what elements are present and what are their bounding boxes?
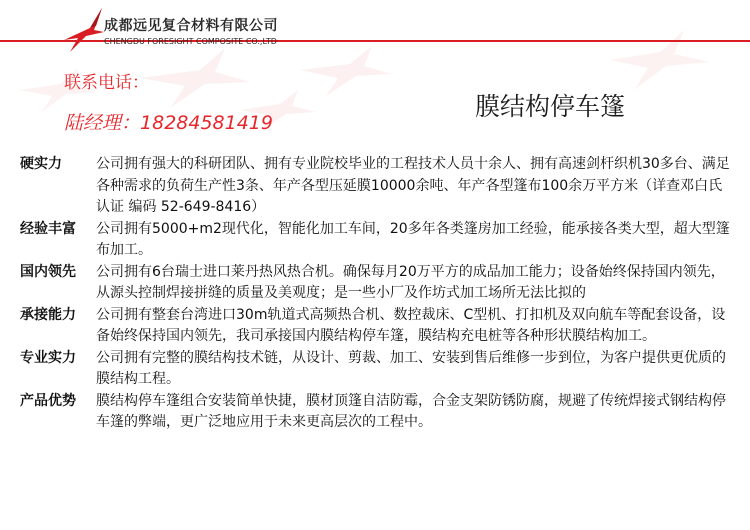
feature-row-capacity (20, 305, 730, 348)
feature-text: 公司拥有整套台湾进口30m轨道式高频热合机、数控裁床、C型机、打扣机及双向航车等配套设备，设备始终保持国内领先，我司承接国内膜结构停车篷，膜结构充电桩等各种形状膜结构加工。 (96, 306, 726, 344)
feature-text: 膜结构停车篷组合安装简单快捷，膜材顶篷自洁防霉，合金支架防锈防腐，规避了传统焊接式钢结构停车篷的弊端，更广泛地应用于未来更高层次的工程中。 (96, 392, 726, 430)
feature-text: 公司拥有完整的膜结构技术链，从设计、剪裁、加工、安装到售后维修一步到位，为客户提供更优质的膜结构工程。 (96, 349, 726, 387)
company-name-en: CHENGDU FORESIGHT COMPOSITE CO.,LTD (104, 37, 277, 46)
feature-row-domestic-leading (20, 262, 730, 305)
feature-list (20, 154, 730, 434)
feature-label: 经验丰富 (20, 220, 76, 237)
feature-label: 专业实力 (20, 349, 76, 366)
contact-phone-number[interactable]: 18284581419 (140, 112, 273, 134)
feature-row-professional (20, 348, 730, 391)
document-title: 膜结构停车篷 (475, 92, 626, 121)
contact-person-label: 陆经理： (64, 112, 141, 134)
feature-label: 国内领先 (20, 263, 76, 280)
feature-label: 硬实力 (20, 156, 62, 172)
contact-phone-label: 联系电话： (64, 73, 149, 93)
feature-row-advantages (20, 391, 730, 434)
feature-text: 公司拥有5000+m2现代化，智能化加工车间，20多年各类篷房加工经验，能承接各类大型，超大型篷布加工。 (96, 220, 730, 258)
feature-text: 公司拥有6台瑞士进口莱丹热风热合机。确保每月20万平方的成品加工能力；设备始终保持国内领先，从源头控制焊接拼缝的质量及美观度；是一些小厂及作坊式加工场所无法比拟的 (96, 263, 725, 301)
feature-text: 公司拥有强大的科研团队、拥有专业院校毕业的工程技术人员十余人、拥有高速剑杆织机30多台、满足各种需求的负荷生产性3条、年产各型压延膜10000余吨、年产各型篷布100余万平方米（详查邓白氏认证 编码 52-649-8416） (96, 156, 730, 215)
company-name (104, 18, 278, 47)
company-name-cn: 成都远见复合材料有限公司 (104, 18, 278, 34)
feature-row-experience (20, 219, 730, 262)
feature-row-hard-strength (20, 154, 730, 219)
feature-label: 产品优势 (20, 392, 76, 409)
company-logo-icon (60, 6, 106, 54)
contact-person (64, 111, 273, 135)
feature-label: 承接能力 (20, 306, 76, 323)
